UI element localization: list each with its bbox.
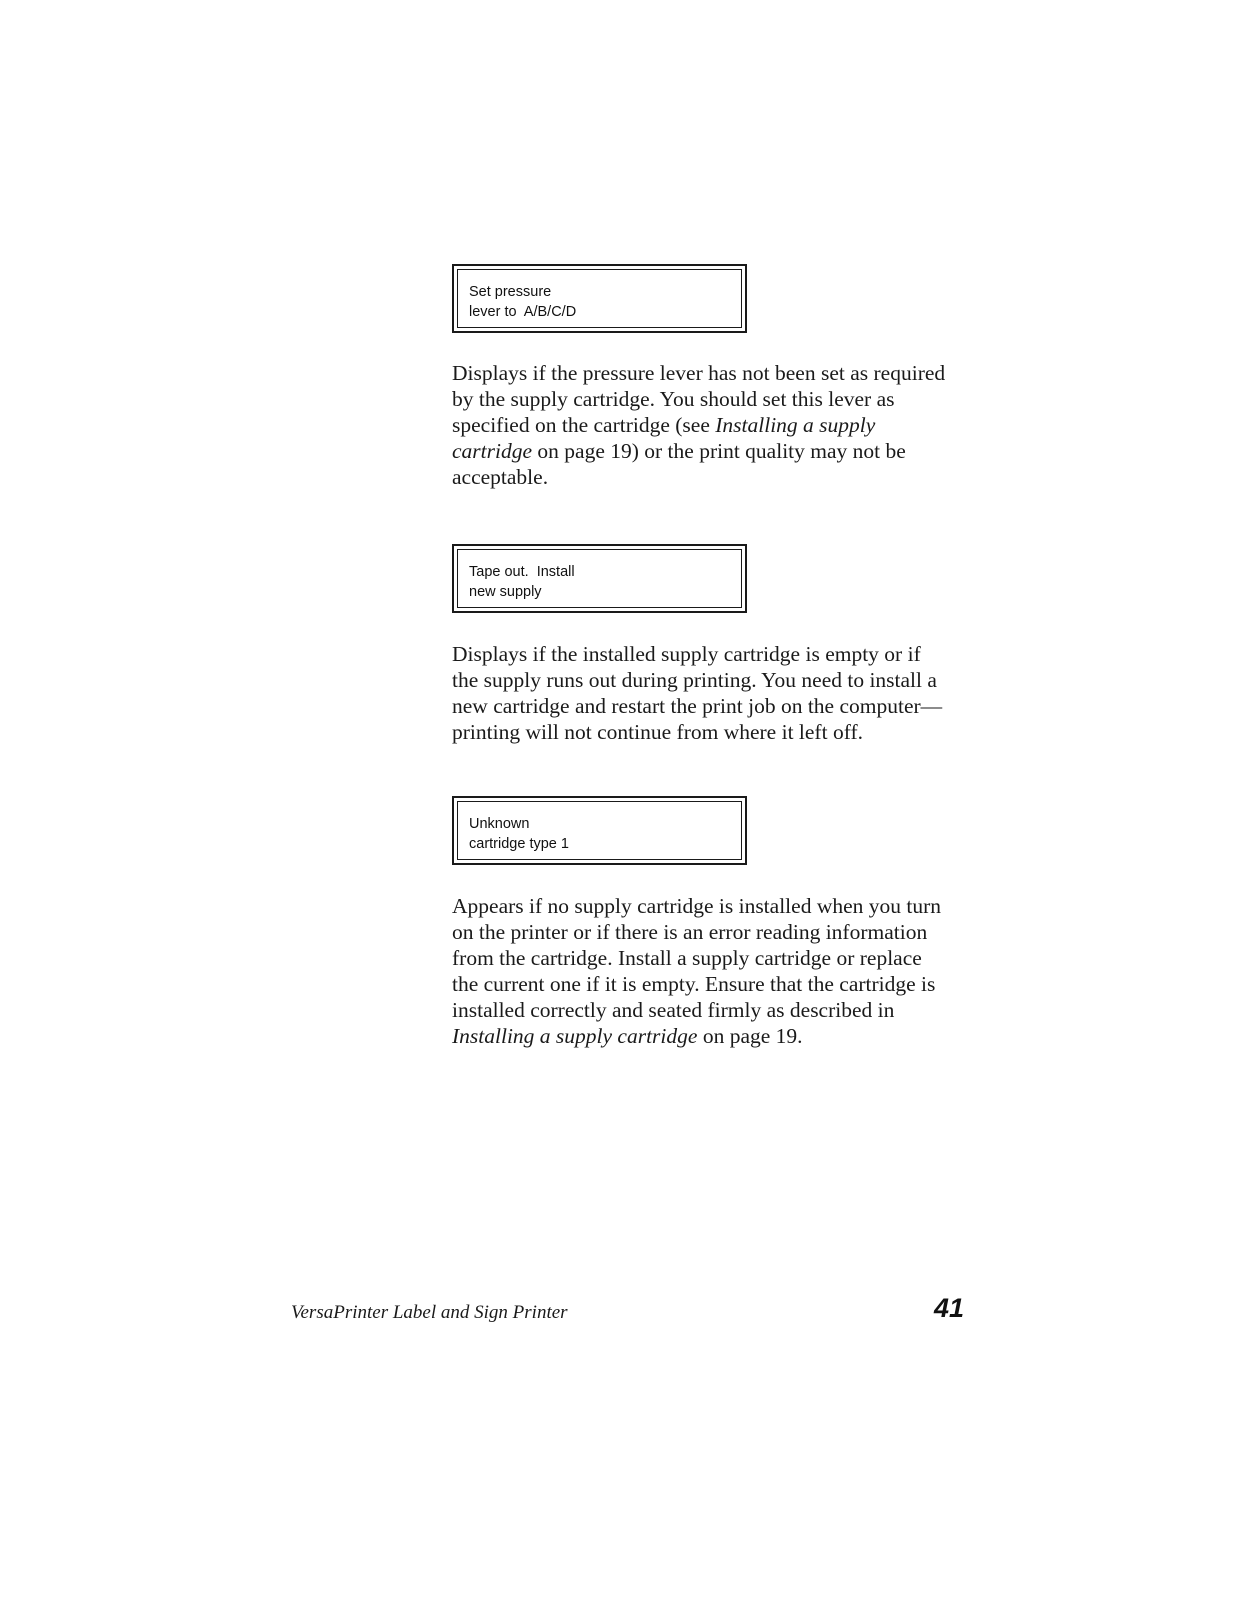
- description-text: on page 19.: [697, 1024, 803, 1048]
- page-number: 41: [934, 1293, 965, 1323]
- display-line: Set pressure: [469, 284, 552, 300]
- display-line: cartridge type 1: [469, 836, 569, 852]
- display-line: Unknown: [469, 816, 530, 832]
- message-description: [452, 641, 952, 745]
- display-message-box: [452, 264, 747, 333]
- display-message-text: [469, 562, 575, 602]
- footer-title: VersaPrinter Label and Sign Printer: [291, 1302, 568, 1323]
- message-description: [452, 360, 952, 490]
- description-text: Displays if the pressure lever has not been set as required by the supply cartridge. You should set this lever as specified on the cartridge (see: [452, 361, 946, 437]
- display-message-text: [469, 282, 576, 322]
- cross-reference: Installing a supply cartridge: [452, 413, 876, 463]
- message-description: [452, 893, 952, 1049]
- display-message-box: [452, 796, 747, 865]
- display-line: lever to A/B/C/D: [469, 304, 577, 320]
- display-message-text: [469, 814, 569, 854]
- display-message-box: [452, 544, 747, 613]
- cross-reference: Installing a supply cartridge: [452, 1024, 698, 1048]
- display-line: new supply: [469, 584, 542, 600]
- description-text: on page 19) or the print quality may not be acceptable.: [452, 439, 906, 489]
- description-text: Displays if the installed supply cartridge is empty or if the supply runs out during printing. You need to install a new cartridge and restart the print job on the computer—printing will not continue from where it left off.: [452, 642, 943, 744]
- display-line: Tape out. Install: [469, 564, 575, 580]
- description-text: Appears if no supply cartridge is installed when you turn on the printer or if there is an error reading information from the cartridge. Install a supply cartridge or replace the current one if it is empty. Ensure that the cartridge is installed correctly and seated firmly as described in: [452, 894, 942, 1022]
